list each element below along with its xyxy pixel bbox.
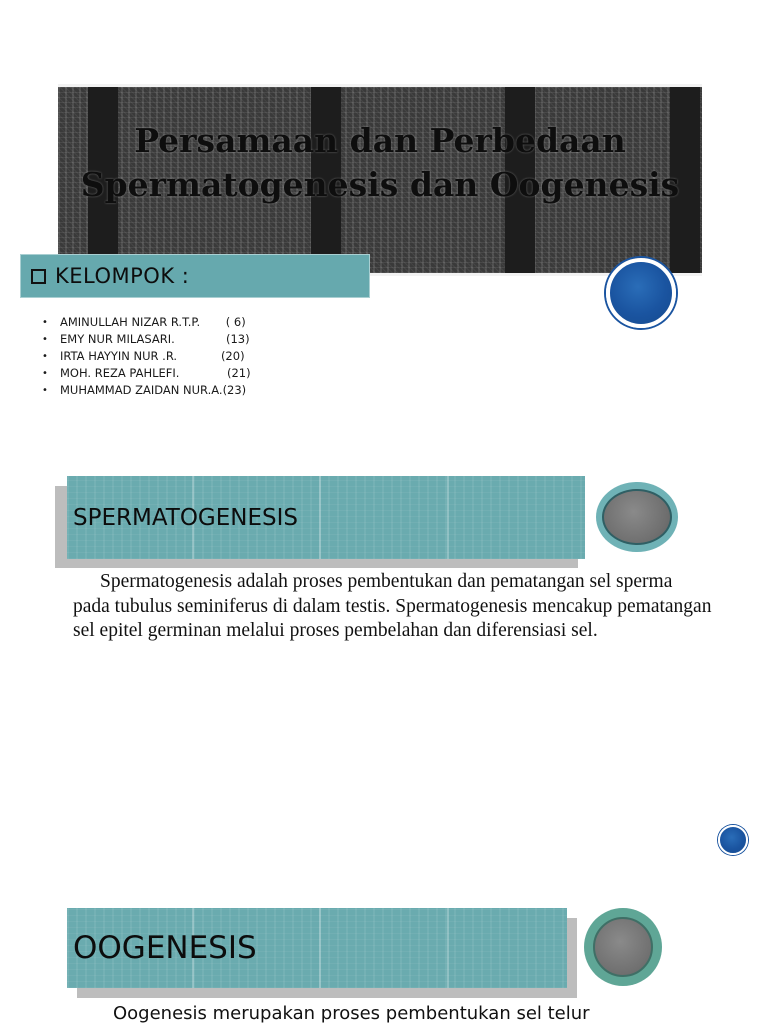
gray-ring-decoration <box>596 482 678 552</box>
spermatogenesis-paragraph: Spermatogenesis adalah proses pembentukan dan pematangan sel sperma pada tubulus seminiferus di dalam testis. Spermatogenesis mencakup pematangan sel epitel germinan melalui proses pembelahan dan diferensiasi sel. <box>73 571 712 641</box>
page-title: Persamaan dan Perbedaan Spermatogenesis dan Oogenesis <box>80 121 680 204</box>
section-title-spermatogenesis: SPERMATOGENESIS <box>73 504 299 531</box>
header-segment-line <box>319 476 321 559</box>
gray-ring-decoration <box>584 908 662 986</box>
list-item: • EMY NUR MILASARI. (13) <box>42 331 251 348</box>
header-segment-line <box>319 908 321 988</box>
kelompok-label: KELOMPOK : <box>55 264 190 288</box>
header-segment-line <box>447 908 449 988</box>
checkbox-bullet-icon <box>31 269 46 284</box>
spermatogenesis-header <box>67 476 585 559</box>
list-item: • IRTA HAYYIN NUR .R. (20) <box>42 348 251 365</box>
kelompok-bar <box>20 254 370 298</box>
list-item: • MOH. REZA PAHLEFI. (21) <box>42 365 251 382</box>
section-title-oogenesis: OOGENESIS <box>73 930 257 966</box>
title-banner <box>58 84 702 276</box>
oogenesis-paragraph: Oogenesis merupakan proses pembentukan sel telur <box>113 1003 590 1024</box>
gray-circle-icon <box>602 489 672 545</box>
gray-circle-icon <box>593 917 653 977</box>
blue-circle-decoration-small <box>718 825 748 855</box>
list-item: • AMINULLAH NIZAR R.T.P. ( 6) <box>42 314 251 331</box>
member-list <box>42 314 251 399</box>
oogenesis-header <box>67 908 567 988</box>
header-segment-line <box>447 476 449 559</box>
list-item: • MUHAMMAD ZAIDAN NUR.A.(23) <box>42 382 251 399</box>
blue-circle-decoration <box>606 258 676 328</box>
